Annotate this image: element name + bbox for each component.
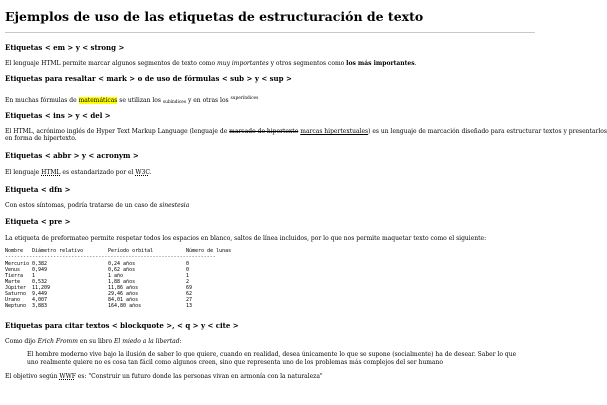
pre-cell-name: Urano xyxy=(5,297,21,303)
paragraph-ins-del-line2: en forma de hipertexto. xyxy=(5,135,77,142)
text: El lenguaje HTML permite marcar algunos segmentos de texto como xyxy=(5,60,218,67)
title-divider xyxy=(5,32,535,33)
abbr-html: HTML xyxy=(41,169,61,176)
pre-cell-diameter: 0,949 xyxy=(32,267,48,273)
paragraph-cite xyxy=(5,338,182,345)
pre-cell-name: Marte xyxy=(5,279,21,285)
em-text: muy importantes xyxy=(217,60,269,67)
pre-cell-diameter: 11,209 xyxy=(32,285,51,291)
pre-cell-period: 1,88 años xyxy=(108,279,136,285)
pre-cell-name: Júpiter xyxy=(5,285,27,291)
text: en su libro xyxy=(77,338,115,345)
pre-header-period: Período orbital xyxy=(108,248,154,254)
pre-cell-diameter: 0,382 xyxy=(32,261,48,267)
paragraph-dfn xyxy=(5,202,189,209)
paragraph-mark-sub-sup xyxy=(5,95,258,106)
pre-cell-period: 1 año xyxy=(108,273,124,279)
pre-cell-moons: 0 xyxy=(186,267,190,273)
pre-cell-moons: 69 xyxy=(186,285,193,291)
pre-cell-diameter: 9,449 xyxy=(32,291,48,297)
strong-text: los más importantes xyxy=(346,60,415,67)
pre-cell-moons: 1 xyxy=(186,273,190,279)
heading-em-strong: Etiquetas < em > y < strong > xyxy=(5,43,125,52)
pre-cell-name: Tierra xyxy=(5,273,24,279)
pre-cell-name: Neptuno xyxy=(5,303,27,309)
inserted-text: marcas hipertextuales xyxy=(300,128,369,135)
sup-text: superíndices xyxy=(230,96,259,101)
text: En muchas fórmulas de xyxy=(5,97,79,104)
text: . xyxy=(149,169,152,176)
text: es estandarizado por el xyxy=(60,169,136,176)
pre-cell-name: Venus xyxy=(5,267,21,273)
pre-cell-name: Saturno xyxy=(5,291,27,297)
cite-author: Erich Fromm xyxy=(37,338,78,345)
blockquote: El hombre moderno vive bajo la ilusión de saber lo que quiere, cuando en realidad, desea únicamente lo que se supone (socialmente) ha de desear. Saber lo que uno realmente quiere no es cosa tan fácil como algunos creen, sino que representa uno de los problemas más complejos del ser humano xyxy=(27,351,517,366)
dfn-term: sinestesia xyxy=(159,202,190,209)
abbr-wwf: WWF xyxy=(59,373,76,380)
text: ) es un lenguaje de marcación diseñado para estructurar textos y presentarlos xyxy=(368,128,607,135)
pre-cell-diameter: 4,007 xyxy=(32,297,48,303)
text: y en otras los xyxy=(186,97,231,104)
text: El HTML, acrónimo inglés de Hyper Text Markup Language (lenguaje de xyxy=(5,128,230,135)
text: y otros segmentos como xyxy=(268,60,347,67)
pre-cell-diameter: 1 xyxy=(32,273,36,279)
pre-cell-period: 29,46 años xyxy=(108,291,139,297)
pre-header-name: Nombre xyxy=(5,248,24,254)
pre-cell-moons: 0 xyxy=(186,261,190,267)
paragraph-q xyxy=(5,373,323,380)
pre-cell-moons: 27 xyxy=(186,297,193,303)
pre-cell-moons: 62 xyxy=(186,291,193,297)
text: se utilizan los xyxy=(117,97,163,104)
pre-cell-diameter: 3,883 xyxy=(32,303,48,309)
pre-cell-period: 164,80 años xyxy=(108,303,142,309)
text: El lenguaje xyxy=(5,169,42,176)
abbr-w3c: W3C xyxy=(135,169,150,176)
pre-header-moons: Número de lunas xyxy=(186,248,232,254)
text: Con estos síntomas, podría tratarse de un caso de xyxy=(5,202,160,209)
pre-cell-period: 11,86 años xyxy=(108,285,139,291)
pre-cell-moons: 13 xyxy=(186,303,193,309)
preformatted-table xyxy=(5,248,305,318)
heading-ins-del: Etiquetas < ins > y < del > xyxy=(5,111,111,120)
heading-blockquote-q-cite: Etiquetas para citar textos < blockquote >, < q > y < cite > xyxy=(5,321,239,330)
text: El objetivo según xyxy=(5,373,60,380)
page-title: Ejemplos de uso de las etiquetas de estructuración de texto xyxy=(5,9,424,24)
pre-cell-period: 84,01 años xyxy=(108,297,139,303)
text: Como dijo xyxy=(5,338,38,345)
paragraph-pre-intro: La etiqueta de preformateo permite respetar todos los espacios en blanco, saltos de línea incluidos, por lo que nos permite maquetar texto como el siguiente: xyxy=(5,235,487,242)
pre-separator: ---------------------------------------------------------------------- xyxy=(5,254,216,260)
text: : xyxy=(179,338,182,345)
deleted-text: marcado de hipertexto xyxy=(229,128,299,135)
paragraph-abbr xyxy=(5,169,152,176)
text: . xyxy=(414,60,417,67)
sub-text: subíndices xyxy=(162,100,187,105)
pre-cell-diameter: 0,532 xyxy=(32,279,48,285)
pre-cell-name: Mercurio xyxy=(5,261,30,267)
cite-book: El miedo a la libertad xyxy=(114,338,180,345)
pre-header-diameter: Diámetro relativo xyxy=(32,248,84,254)
heading-abbr-acronym: Etiquetas < abbr > y < acronym > xyxy=(5,151,139,160)
pre-cell-period: 0,62 años xyxy=(108,267,136,273)
text: es: "Construir un futuro donde las personas vivan en armonía con la naturaleza" xyxy=(75,373,323,380)
mark-text: matemáticas xyxy=(78,97,118,104)
heading-pre: Etiqueta < pre > xyxy=(5,217,71,226)
heading-dfn: Etiqueta < dfn > xyxy=(5,185,71,194)
pre-cell-moons: 2 xyxy=(186,279,190,285)
paragraph-em-strong xyxy=(5,60,417,67)
pre-cell-period: 0,24 años xyxy=(108,261,136,267)
heading-mark-sub-sup: Etiquetas para resaltar < mark > o de uso de fórmulas < sub > y < sup > xyxy=(5,74,292,83)
paragraph-ins-del-line1 xyxy=(5,128,607,135)
